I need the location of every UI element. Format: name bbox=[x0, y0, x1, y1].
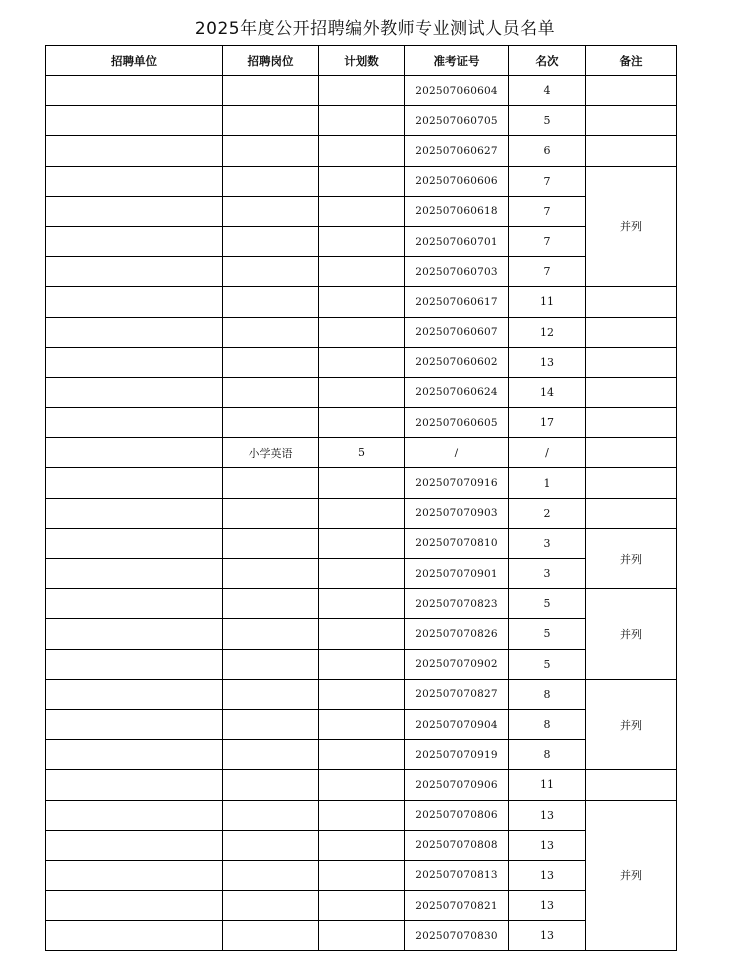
table-row bbox=[46, 438, 677, 468]
rank-cell: 7 bbox=[509, 226, 586, 256]
post-cell bbox=[223, 860, 319, 890]
post-cell bbox=[223, 800, 319, 830]
plan-cell bbox=[319, 347, 405, 377]
exam-number-cell: 202507070826 bbox=[405, 619, 509, 649]
post-cell bbox=[223, 76, 319, 106]
post-cell bbox=[223, 317, 319, 347]
plan-cell bbox=[319, 76, 405, 106]
unit-cell bbox=[46, 709, 223, 739]
rank-cell: 8 bbox=[509, 740, 586, 770]
rank-cell: 2 bbox=[509, 498, 586, 528]
table-row bbox=[46, 76, 677, 106]
plan-cell bbox=[319, 196, 405, 226]
table-row bbox=[46, 498, 677, 528]
post-cell bbox=[223, 891, 319, 921]
plan-cell bbox=[319, 619, 405, 649]
table-row bbox=[46, 317, 677, 347]
table-row bbox=[46, 891, 677, 921]
plan-cell bbox=[319, 257, 405, 287]
rank-cell: 7 bbox=[509, 166, 586, 196]
post-cell bbox=[223, 136, 319, 166]
plan-cell bbox=[319, 408, 405, 438]
header-exam-number: 准考证号 bbox=[405, 46, 509, 76]
exam-number-cell: 202507070906 bbox=[405, 770, 509, 800]
table-row bbox=[46, 709, 677, 739]
exam-number-cell: 202507060606 bbox=[405, 166, 509, 196]
plan-cell bbox=[319, 921, 405, 951]
rank-cell: / bbox=[509, 438, 586, 468]
note-cell bbox=[586, 498, 677, 528]
unit-cell bbox=[46, 76, 223, 106]
note-cell: 并列 bbox=[586, 528, 677, 588]
unit-cell bbox=[46, 317, 223, 347]
post-cell bbox=[223, 106, 319, 136]
table-row bbox=[46, 830, 677, 860]
post-cell bbox=[223, 498, 319, 528]
table-row bbox=[46, 377, 677, 407]
exam-number-cell: 202507060607 bbox=[405, 317, 509, 347]
exam-number-cell: 202507070810 bbox=[405, 528, 509, 558]
plan-cell bbox=[319, 166, 405, 196]
post-cell bbox=[223, 770, 319, 800]
candidate-table bbox=[45, 45, 677, 951]
rank-cell: 5 bbox=[509, 106, 586, 136]
note-cell bbox=[586, 438, 677, 468]
rank-cell: 11 bbox=[509, 287, 586, 317]
rank-cell: 5 bbox=[509, 619, 586, 649]
exam-number-cell: 202507060618 bbox=[405, 196, 509, 226]
header-notes: 备注 bbox=[586, 46, 677, 76]
note-cell bbox=[586, 136, 677, 166]
unit-cell bbox=[46, 196, 223, 226]
plan-cell bbox=[319, 891, 405, 921]
page-title: 2025年度公开招聘编外教师专业测试人员名单 bbox=[194, 19, 556, 39]
rank-cell: 12 bbox=[509, 317, 586, 347]
table-row bbox=[46, 166, 677, 196]
rank-cell: 7 bbox=[509, 257, 586, 287]
exam-number-cell: 202507060602 bbox=[405, 347, 509, 377]
unit-cell bbox=[46, 559, 223, 589]
exam-number-cell: 202507070821 bbox=[405, 891, 509, 921]
header-rank: 名次 bbox=[509, 46, 586, 76]
rank-cell: 13 bbox=[509, 860, 586, 890]
note-cell: 并列 bbox=[586, 166, 677, 287]
unit-cell bbox=[46, 438, 223, 468]
post-cell bbox=[223, 709, 319, 739]
rank-cell: 13 bbox=[509, 800, 586, 830]
table-row bbox=[46, 196, 677, 226]
note-cell: 并列 bbox=[586, 589, 677, 680]
exam-number-cell: 202507070904 bbox=[405, 709, 509, 739]
table-row bbox=[46, 257, 677, 287]
plan-cell bbox=[319, 498, 405, 528]
post-cell bbox=[223, 257, 319, 287]
exam-number-cell: 202507070919 bbox=[405, 740, 509, 770]
rank-cell: 7 bbox=[509, 196, 586, 226]
note-cell bbox=[586, 76, 677, 106]
note-cell: 并列 bbox=[586, 679, 677, 770]
plan-cell bbox=[319, 528, 405, 558]
unit-cell bbox=[46, 377, 223, 407]
plan-cell bbox=[319, 740, 405, 770]
post-cell bbox=[223, 377, 319, 407]
plan-cell: 5 bbox=[319, 438, 405, 468]
note-cell bbox=[586, 347, 677, 377]
unit-cell bbox=[46, 770, 223, 800]
table-row bbox=[46, 559, 677, 589]
rank-cell: 5 bbox=[509, 649, 586, 679]
exam-number-cell: 202507070827 bbox=[405, 679, 509, 709]
post-cell bbox=[223, 196, 319, 226]
exam-number-cell: 202507070808 bbox=[405, 830, 509, 860]
plan-cell bbox=[319, 106, 405, 136]
note-cell bbox=[586, 468, 677, 498]
unit-cell bbox=[46, 468, 223, 498]
rank-cell: 3 bbox=[509, 559, 586, 589]
table-row bbox=[46, 528, 677, 558]
unit-cell bbox=[46, 136, 223, 166]
unit-cell bbox=[46, 287, 223, 317]
unit-cell bbox=[46, 498, 223, 528]
exam-number-cell: 202507060703 bbox=[405, 257, 509, 287]
table-row bbox=[46, 860, 677, 890]
plan-cell bbox=[319, 287, 405, 317]
post-cell bbox=[223, 226, 319, 256]
plan-cell bbox=[319, 589, 405, 619]
plan-cell bbox=[319, 800, 405, 830]
table-row bbox=[46, 106, 677, 136]
unit-cell bbox=[46, 408, 223, 438]
post-cell: 小学英语 bbox=[223, 438, 319, 468]
note-cell: 并列 bbox=[586, 800, 677, 951]
rank-cell: 4 bbox=[509, 76, 586, 106]
exam-number-cell: 202507070813 bbox=[405, 860, 509, 890]
table-row bbox=[46, 921, 677, 951]
exam-number-cell: 202507060605 bbox=[405, 408, 509, 438]
post-cell bbox=[223, 408, 319, 438]
table-row bbox=[46, 226, 677, 256]
unit-cell bbox=[46, 830, 223, 860]
note-cell bbox=[586, 287, 677, 317]
rank-cell: 3 bbox=[509, 528, 586, 558]
table-row bbox=[46, 347, 677, 377]
rank-cell: 8 bbox=[509, 709, 586, 739]
unit-cell bbox=[46, 921, 223, 951]
unit-cell bbox=[46, 740, 223, 770]
exam-number-cell: 202507070916 bbox=[405, 468, 509, 498]
unit-cell bbox=[46, 860, 223, 890]
table-row bbox=[46, 619, 677, 649]
rank-cell: 5 bbox=[509, 589, 586, 619]
plan-cell bbox=[319, 649, 405, 679]
post-cell bbox=[223, 740, 319, 770]
plan-cell bbox=[319, 679, 405, 709]
rank-cell: 14 bbox=[509, 377, 586, 407]
table-row bbox=[46, 679, 677, 709]
rank-cell: 6 bbox=[509, 136, 586, 166]
post-cell bbox=[223, 679, 319, 709]
exam-number-cell: 202507060705 bbox=[405, 106, 509, 136]
rank-cell: 1 bbox=[509, 468, 586, 498]
rank-cell: 11 bbox=[509, 770, 586, 800]
unit-cell bbox=[46, 226, 223, 256]
note-cell bbox=[586, 377, 677, 407]
exam-number-cell: 202507060627 bbox=[405, 136, 509, 166]
plan-cell bbox=[319, 559, 405, 589]
post-cell bbox=[223, 830, 319, 860]
post-cell bbox=[223, 166, 319, 196]
post-cell bbox=[223, 347, 319, 377]
table-body bbox=[46, 76, 677, 951]
post-cell bbox=[223, 921, 319, 951]
post-cell bbox=[223, 468, 319, 498]
table-row bbox=[46, 136, 677, 166]
plan-cell bbox=[319, 468, 405, 498]
table-header-row bbox=[46, 46, 677, 76]
unit-cell bbox=[46, 257, 223, 287]
rank-cell: 13 bbox=[509, 347, 586, 377]
table-row bbox=[46, 800, 677, 830]
post-cell bbox=[223, 287, 319, 317]
table-row bbox=[46, 770, 677, 800]
plan-cell bbox=[319, 830, 405, 860]
rank-cell: 13 bbox=[509, 891, 586, 921]
unit-cell bbox=[46, 589, 223, 619]
plan-cell bbox=[319, 136, 405, 166]
rank-cell: 8 bbox=[509, 679, 586, 709]
unit-cell bbox=[46, 679, 223, 709]
header-unit: 招聘单位 bbox=[46, 46, 223, 76]
table-row bbox=[46, 287, 677, 317]
exam-number-cell: 202507060617 bbox=[405, 287, 509, 317]
note-cell bbox=[586, 106, 677, 136]
unit-cell bbox=[46, 528, 223, 558]
table-row bbox=[46, 649, 677, 679]
unit-cell bbox=[46, 166, 223, 196]
exam-number-cell: 202507060701 bbox=[405, 226, 509, 256]
plan-cell bbox=[319, 226, 405, 256]
post-cell bbox=[223, 589, 319, 619]
exam-number-cell: 202507070823 bbox=[405, 589, 509, 619]
unit-cell bbox=[46, 347, 223, 377]
unit-cell bbox=[46, 106, 223, 136]
unit-cell bbox=[46, 649, 223, 679]
exam-number-cell: 202507070901 bbox=[405, 559, 509, 589]
unit-cell bbox=[46, 800, 223, 830]
table-row bbox=[46, 589, 677, 619]
note-cell bbox=[586, 408, 677, 438]
plan-cell bbox=[319, 709, 405, 739]
exam-number-cell: 202507070903 bbox=[405, 498, 509, 528]
exam-number-cell: 202507070830 bbox=[405, 921, 509, 951]
exam-number-cell: 202507070806 bbox=[405, 800, 509, 830]
table-row bbox=[46, 408, 677, 438]
rank-cell: 13 bbox=[509, 830, 586, 860]
plan-cell bbox=[319, 770, 405, 800]
exam-number-cell: 202507060624 bbox=[405, 377, 509, 407]
note-cell bbox=[586, 317, 677, 347]
rank-cell: 13 bbox=[509, 921, 586, 951]
plan-cell bbox=[319, 860, 405, 890]
table-row bbox=[46, 468, 677, 498]
exam-number-cell: / bbox=[405, 438, 509, 468]
header-plan: 计划数 bbox=[319, 46, 405, 76]
rank-cell: 17 bbox=[509, 408, 586, 438]
exam-number-cell: 202507070902 bbox=[405, 649, 509, 679]
plan-cell bbox=[319, 377, 405, 407]
note-cell bbox=[586, 770, 677, 800]
header-post: 招聘岗位 bbox=[223, 46, 319, 76]
unit-cell bbox=[46, 891, 223, 921]
post-cell bbox=[223, 528, 319, 558]
plan-cell bbox=[319, 317, 405, 347]
post-cell bbox=[223, 649, 319, 679]
post-cell bbox=[223, 559, 319, 589]
exam-number-cell: 202507060604 bbox=[405, 76, 509, 106]
unit-cell bbox=[46, 619, 223, 649]
post-cell bbox=[223, 619, 319, 649]
table-row bbox=[46, 740, 677, 770]
